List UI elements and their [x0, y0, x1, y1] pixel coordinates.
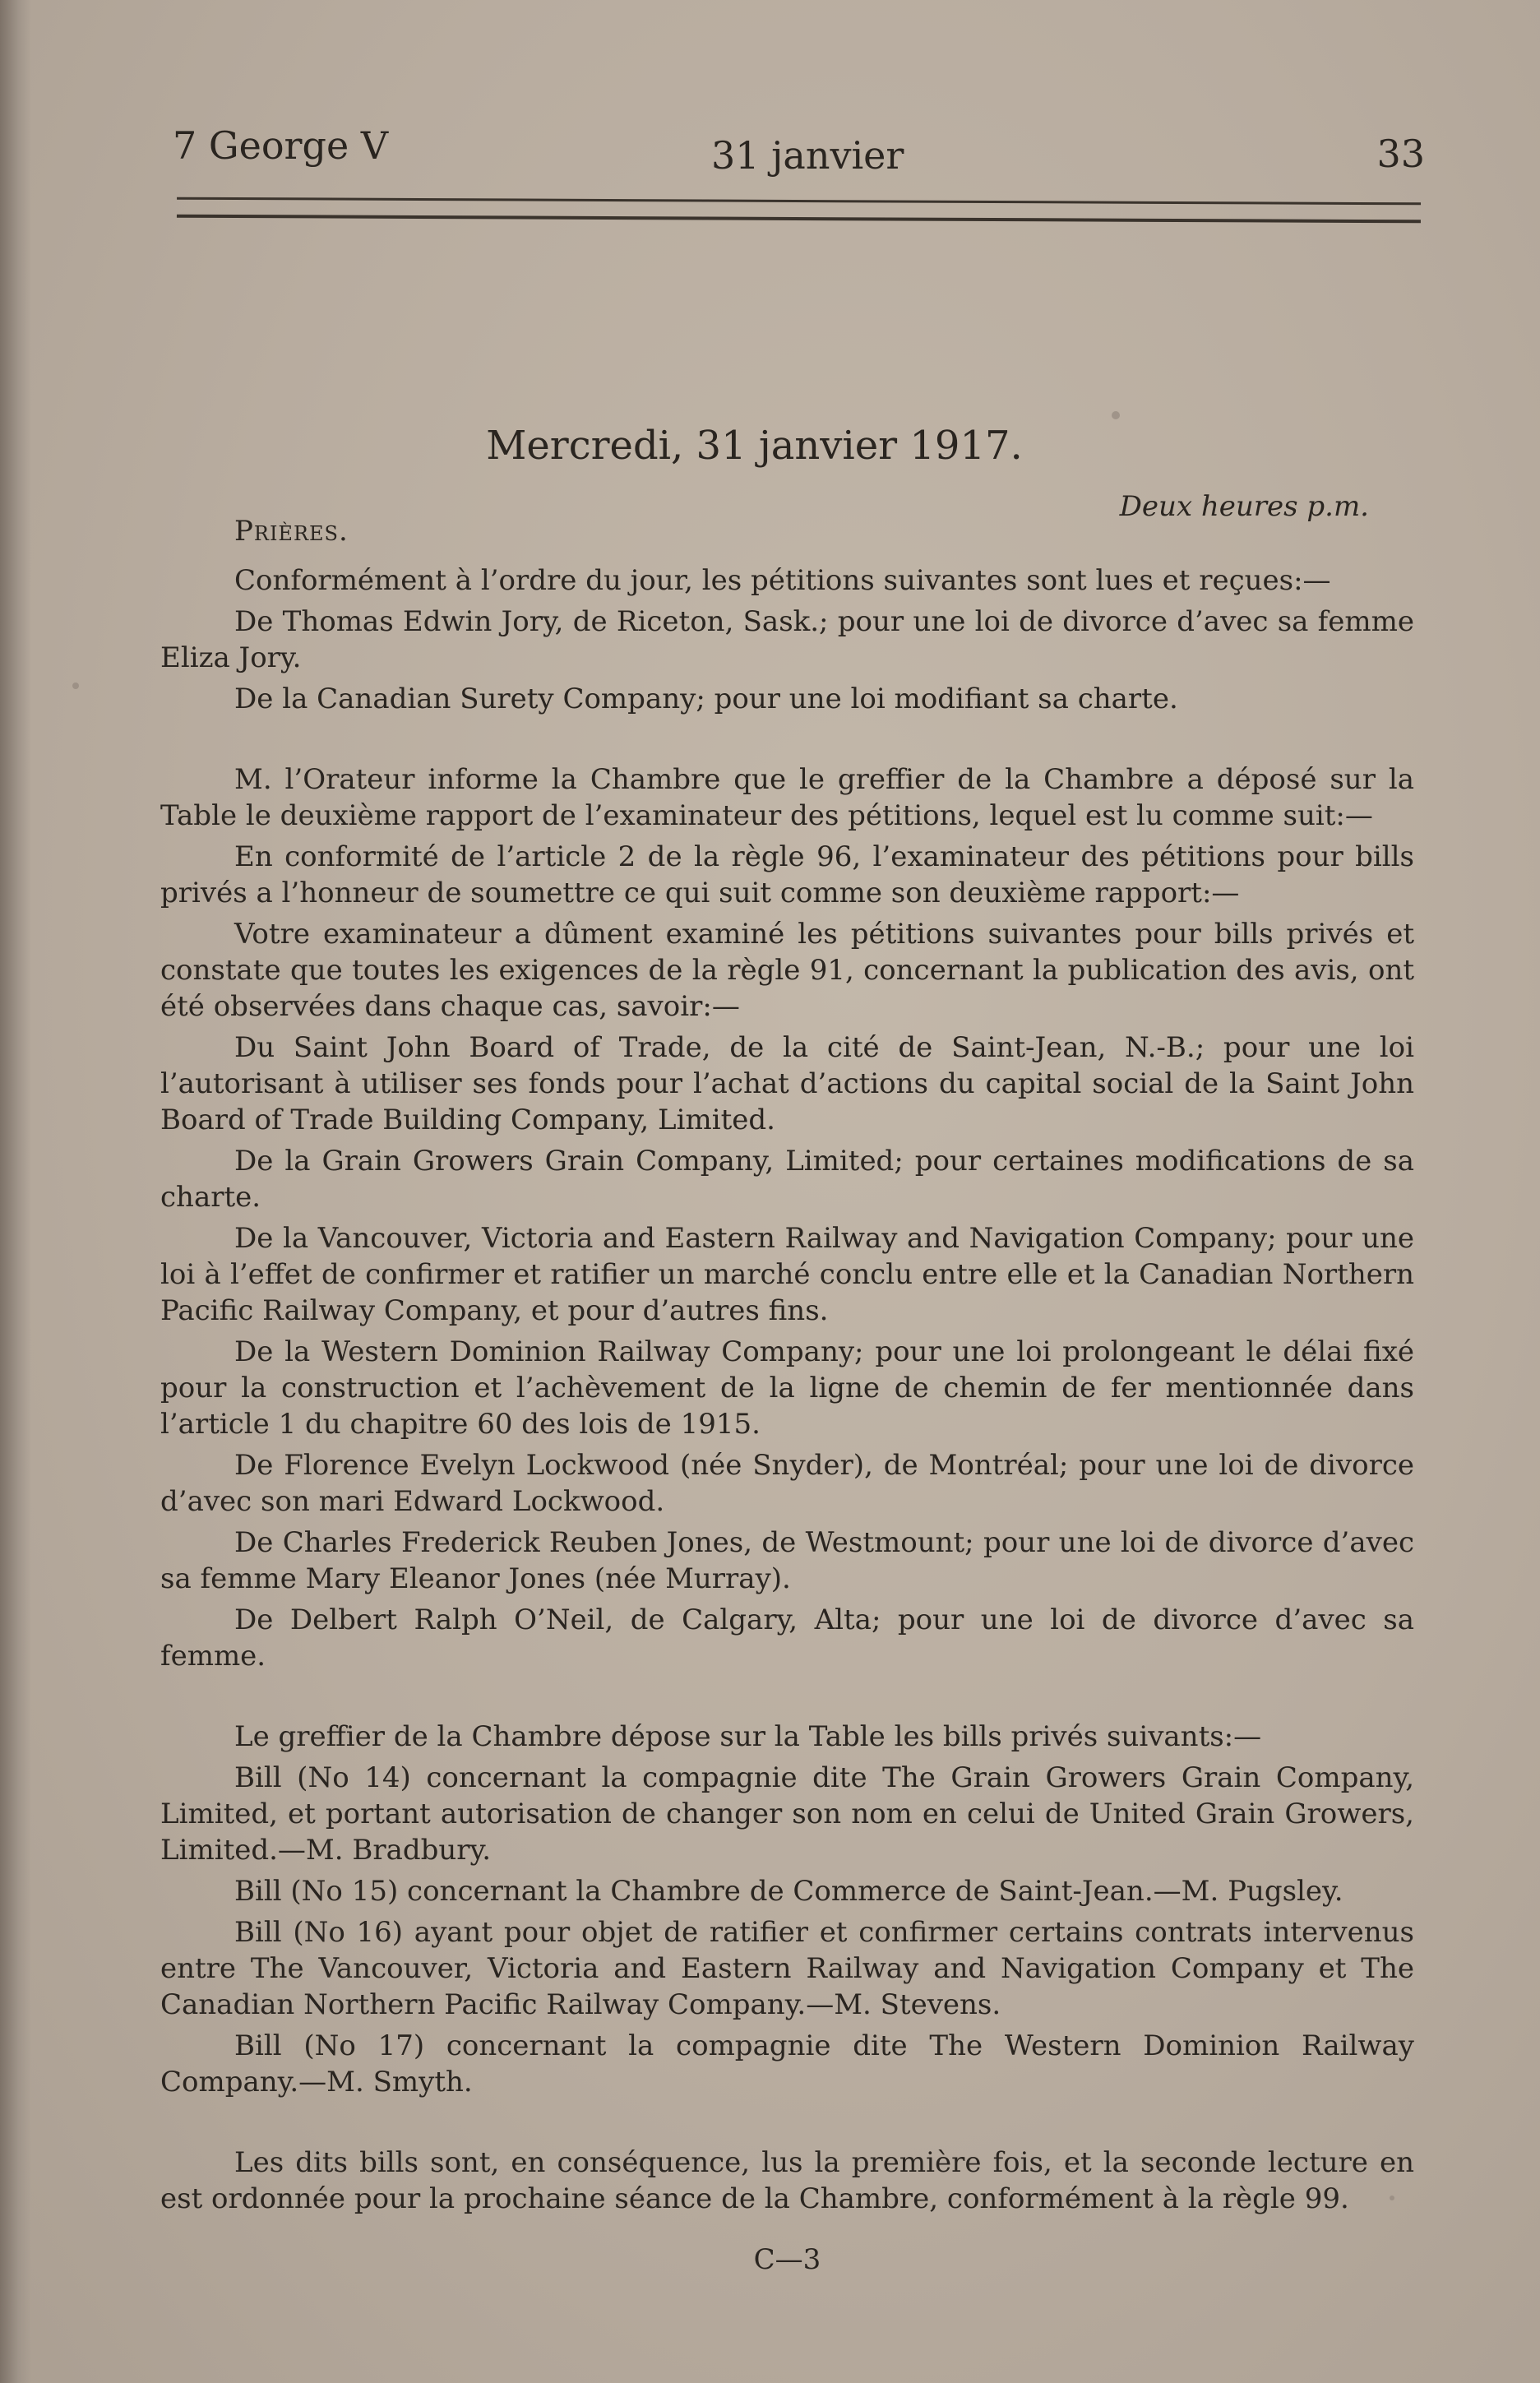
paragraph: Conformément à l’ordre du jour, les pétitions suivantes sont lues et reçues:— [234, 564, 1331, 597]
paragraph: Le greffier de la Chambre dépose sur la Table les bills privés suivants:— [234, 1720, 1262, 1753]
paragraph: De Delbert Ralph O’Neil, de Calgary, Alta; pour une loi de divorce d’avec sa femme. [160, 1603, 1414, 1673]
paragraph: Bill (No 15) concernant la Chambre de Commerce de Saint-Jean.—M. Pugsley. [234, 1875, 1343, 1908]
paragraph: De la Western Dominion Railway Company; pour une loi prolongeant le délai fixé pour la construction et l’achèvement de la ligne de chemin de fer mentionnée dans l’article 1 du chapitre 60 des lois de 1915. [160, 1335, 1414, 1441]
paragraph: De Florence Evelyn Lockwood (née Snyder), de Montréal; pour une loi de divorce d’avec son mari Edward Lockwood. [160, 1449, 1414, 1518]
sitting-time: Deux heures p.m. [1119, 490, 1369, 523]
paragraph: De Charles Frederick Reuben Jones, de Westmount; pour une loi de divorce d’avec sa femme Mary Eleanor Jones (née Murray). [160, 1526, 1414, 1595]
paper-speck [1112, 411, 1120, 419]
paragraph: De Thomas Edwin Jory, de Riceton, Sask.; pour une loi de divorce d’avec sa femme Eliza Jory. [160, 605, 1414, 674]
sitting-date-title: Mercredi, 31 janvier 1917. [486, 423, 1023, 469]
paragraph: Votre examinateur a dûment examiné les pétitions suivantes pour bills privés et constate que toutes les exigences de la règle 91, concernant la publication des avis, ont été observées dans chaque cas, savoir:— [160, 918, 1414, 1023]
paper-speck [1390, 2196, 1394, 2200]
paragraph: Bill (No 16) ayant pour objet de ratifier et confirmer certains contrats intervenus entre The Vancouver, Victoria and Eastern Railway and Navigation Company et The Canadian Northern Pacific Railway Company.—M. Stevens. [160, 1916, 1414, 2021]
paper-speck [72, 683, 79, 689]
running-header [173, 123, 1425, 181]
paragraph: En conformité de l’article 2 de la règle 96, l’examinateur des pétitions pour bills privés a l’honneur de soumettre ce qui suit comme son deuxième rapport:— [160, 840, 1414, 909]
paragraph: Bill (No 17) concernant la compagnie dite The Western Dominion Railway Company.—M. Smyth. [160, 2029, 1414, 2098]
header-date: 31 janvier [711, 133, 904, 178]
paragraph: De la Grain Growers Grain Company, Limited; pour certaines modifications de sa charte. [160, 1145, 1414, 1214]
paragraph: M. l’Orateur informe la Chambre que le greffier de la Chambre a déposé sur la Table le deuxième rapport de l’examinateur des pétitions, lequel est lu comme suit:— [160, 763, 1414, 832]
header-regnal-year: 7 George V [173, 123, 389, 168]
paragraph: Les dits bills sont, en conséquence, lus la première fois, et la seconde lecture en est ordonnée pour la prochaine séance de la Chambre, conformément à la règle 99. [160, 2146, 1414, 2215]
paragraph: Du Saint John Board of Trade, de la cité de Saint-Jean, N.-B.; pour une loi l’autorisant à utiliser ses fonds pour l’achat d’actions du capital social de la Saint John Board of Trade Building Company, Limited. [160, 1031, 1414, 1136]
prayers-heading: Prières. [234, 515, 349, 548]
book-spine-edge [0, 0, 31, 2383]
prayers-row [160, 490, 1414, 562]
paragraph: De la Vancouver, Victoria and Eastern Railway and Navigation Company; pour une loi à l’effet de confirmer et ratifier un marché conclu entre elle et la Canadian Northern Pacific Railway Company, et pour d’autres fins. [160, 1222, 1414, 1327]
page-number: 33 [1376, 132, 1425, 176]
page-body [160, 411, 1414, 2278]
header-rule [177, 197, 1421, 224]
paragraph: Bill (No 14) concernant la compagnie dite The Grain Growers Grain Company, Limited, et portant autorisation de changer son nom en celui de United Grain Growers, Limited.—M. Bradbury. [160, 1761, 1414, 1867]
signature-mark: C—3 [753, 2243, 821, 2276]
paragraph: De la Canadian Surety Company; pour une loi modifiant sa charte. [234, 683, 1178, 715]
